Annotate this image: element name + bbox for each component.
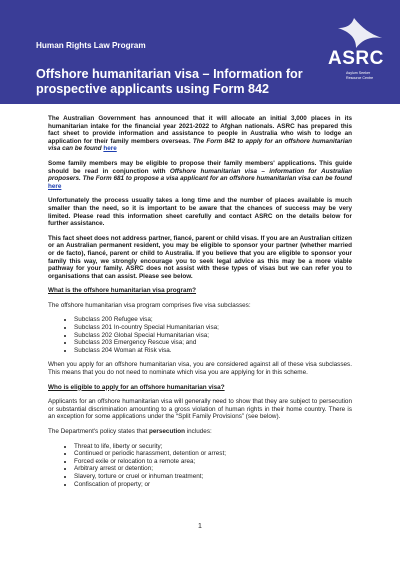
list-item: • Confiscation of property; or bbox=[74, 481, 352, 489]
paragraph-other-visas: This fact sheet does not address partner, fiancé, parent or child visas. If you are an Australian citizen or an Australian permanent resident, you may be eligible to sponsor your partner (whether married or de facto), fiancé, parent or child to Australia. If you believe that you are eligible to sponsor your family this way, we strongly encourage you to seek legal advice as this may be a more viable pathway for your family. ASRC does not assist with these types of visas but we can refer you to organisations that can assist. Please see below. bbox=[48, 234, 353, 280]
document-body bbox=[48, 115, 352, 495]
persecution-pre: The Department's policy states that bbox=[48, 428, 149, 435]
program-name: Human Rights Law Program bbox=[36, 41, 146, 50]
intro-italic: The Form 842 to apply for an offshore humanitarian visa can be found bbox=[48, 137, 352, 153]
list-item: • Arbitrary arrest or detention; bbox=[74, 465, 352, 473]
logo-subtitle: Asylum Seeker Resource Centre bbox=[346, 71, 374, 80]
list-item: • Subclass 203 Emergency Rescue visa; and bbox=[74, 339, 352, 347]
document-title: Offshore humanitarian visa – Information for prospective applicants using Form 842 bbox=[36, 67, 303, 96]
list-item: • Subclass 200 Refugee visa; bbox=[74, 316, 352, 324]
list-item: • Subclass 204 Woman at Risk visa. bbox=[74, 347, 352, 355]
paragraph-intro bbox=[48, 115, 352, 153]
form-842-link[interactable]: here bbox=[103, 145, 117, 153]
list-item: • Subclass 201 In-country Special Humanitarian visa; bbox=[74, 324, 352, 332]
persecution-list bbox=[48, 443, 352, 489]
paragraph-proposers bbox=[48, 160, 352, 190]
paragraph-considered: When you apply for an offshore humanitarian visa, you are considered against all of these visa subclasses. This means that you do not need to nominate which visa you are applying for in this scheme. bbox=[48, 361, 352, 377]
list-item: • Threat to life, liberty or security; bbox=[74, 443, 352, 451]
proposers-text: Some family members may be eligible to propose their family members' applications. This guide should be read in conjunction with bbox=[48, 159, 352, 175]
page-number: 1 bbox=[198, 523, 202, 530]
intro-text: The Australian Government has announced that it will allocate an initial 3,000 places in its humanitarian intake for the financial year 2021-2022 to Afghan nationals. ASRC has prepared this fact sheet to provide information and assistance to people in Australia who wish to lodge an application for their family members overseas. bbox=[48, 115, 352, 145]
subclass-list bbox=[48, 316, 352, 354]
document-header bbox=[0, 0, 400, 104]
heading-what-is-program: What is the offshore humanitarian visa program? bbox=[48, 287, 197, 295]
paragraph-eligibility: Applicants for an offshore humanitarian visa will generally need to show that they are subject to persecution or substantial discrimination amounting to a gross violation of human rights in their home country. There is an exception for some applications under the “Split Family Provisions” (see below). bbox=[48, 398, 352, 421]
paragraph-persecution-intro bbox=[48, 428, 352, 436]
form-681-link[interactable]: here bbox=[48, 182, 62, 190]
persecution-post: includes: bbox=[184, 428, 212, 435]
list-item: • Slavery, torture or cruel or inhuman treatment; bbox=[74, 473, 352, 481]
paragraph-process: Unfortunately the process usually takes a long time and the number of places available is much smaller than the need, so it is important to be aware that the chances of success may be very limited. Please read this information sheet carefully and contact ASRC on the details below for further assistance. bbox=[48, 197, 352, 228]
list-item: • Continued or periodic harassment, detention or arrest; bbox=[74, 450, 352, 458]
list-item: • Subclass 202 Global Special Humanitarian visa; bbox=[74, 332, 352, 340]
heading-who-eligible: Who is eligible to apply for an offshore humanitarian visa? bbox=[48, 383, 225, 391]
asrc-logo bbox=[326, 14, 386, 94]
logo-text: ASRC bbox=[328, 48, 384, 69]
paragraph-subclasses-intro: The offshore humanitarian visa program comprises five visa subclasses: bbox=[48, 301, 251, 309]
persecution-term: persecution bbox=[149, 428, 185, 435]
proposers-italic: Offshore humanitarian visa – information for Australian proposers. The Form 681 to propose a visa applicant for an offshore humanitarian visa can be found bbox=[48, 167, 353, 183]
list-item: • Forced exile or relocation to a remote area; bbox=[74, 458, 352, 466]
